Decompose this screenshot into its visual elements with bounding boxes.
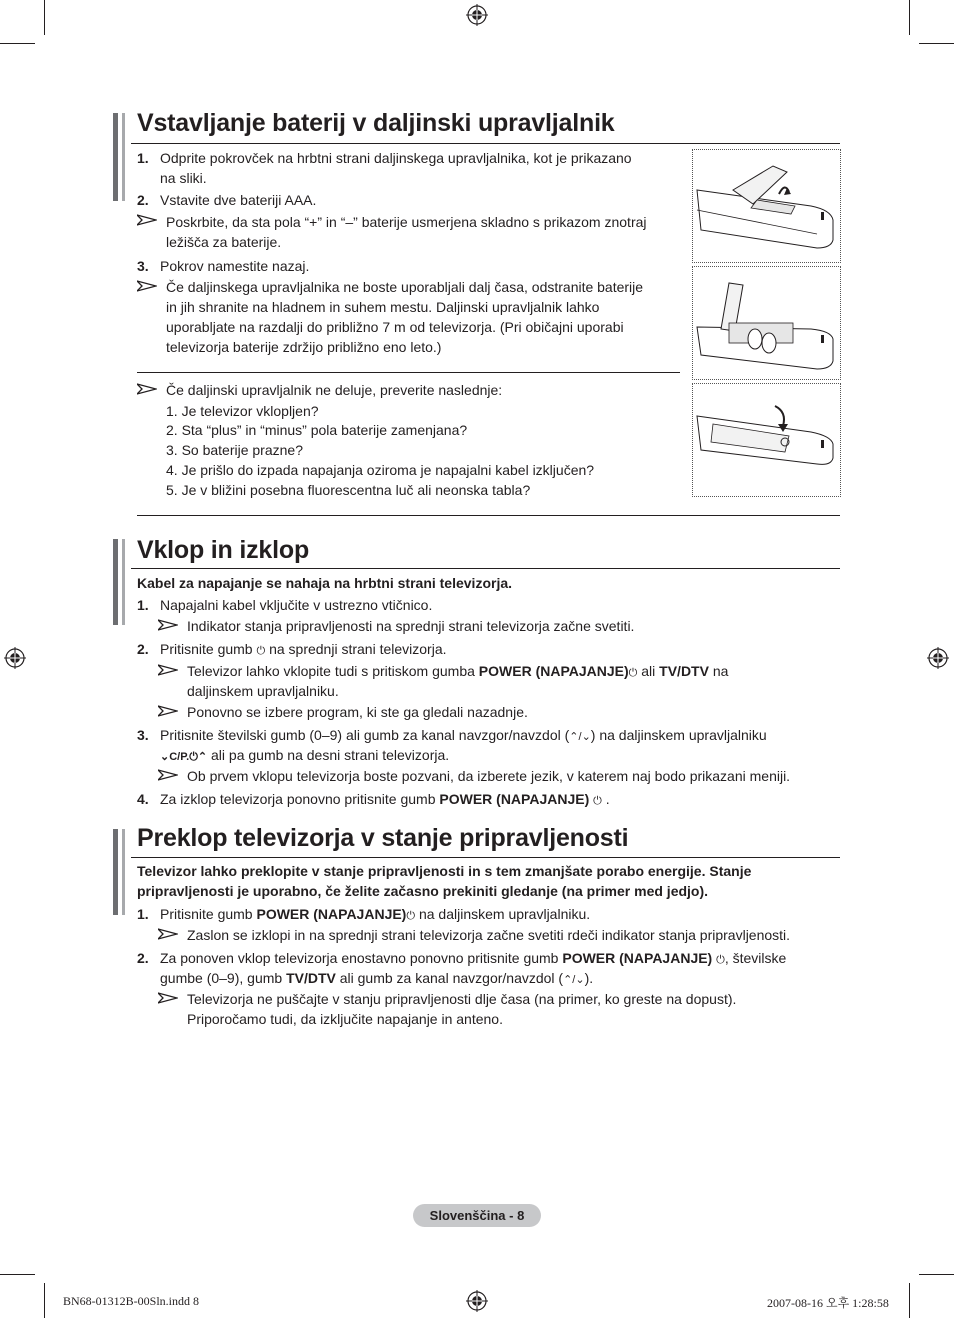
step-text: Za izklop televizorja ponovno pritisnite gumb [160, 791, 436, 807]
note-arrow-icon [158, 664, 178, 676]
step-text [160, 789, 610, 811]
note-text: uporabljate na razdalji do približno 7 m od televizorja. (Pri običajni uporabi [166, 319, 624, 335]
power-icon: ⏻ [406, 910, 416, 922]
note-arrow-icon [158, 769, 178, 781]
section-bar [113, 829, 118, 915]
section-intro: Kabel za napajanje se nahaja na hrbtni strani televizorja. [137, 575, 513, 591]
note-arrow-icon [158, 619, 178, 631]
note-text: Če daljinskega upravljalnika ne boste uporabljali dalj časa, odstranite baterije [166, 279, 644, 295]
note-text: in jih shranite na hladnem in suhem mestu. Daljinski upravljalnik lahko [166, 299, 600, 315]
step-text: , številske [724, 950, 787, 966]
crop-mark [44, 1283, 45, 1318]
step-text: Odprite pokrovček na hrbtni strani daljinskega upravljalnika, kot je prikazano [160, 150, 632, 166]
registration-mark-icon [466, 4, 488, 26]
note-text: Televizor lahko vklopite tudi s pritiskom gumba [187, 663, 475, 679]
step-number: 2. [137, 192, 149, 208]
note-text: Ponovno se izbere program, ki ste ga gledali nazadnje. [187, 704, 528, 720]
step-text: ) na daljinskem upravljalniku [590, 727, 767, 743]
step-number: 4. [137, 791, 149, 807]
step-text: gumbe (0–9), gumb [160, 970, 283, 986]
power-icon: ⏻ [628, 667, 638, 679]
note-text: Indikator stanja pripravljenosti na sprednji strani televizorja začne svetiti. [187, 618, 635, 634]
power-button-label: POWER (NAPAJANJE) [562, 950, 713, 966]
note-text: Televizorja ne puščajte v stanju pripravljenosti dlje časa (na primer, ko greste na dopust). [187, 991, 737, 1007]
note-text: ali [641, 663, 656, 679]
crop-mark [0, 1274, 35, 1275]
power-button-label: POWER (NAPAJANJE) [439, 791, 590, 807]
power-icon: ⏻ [716, 954, 725, 966]
check-item: 3. So baterije prazne? [166, 442, 303, 458]
step-number: 3. [137, 258, 149, 274]
note-text [187, 661, 728, 683]
step-text: Pritisnite številski gumb (0–9) ali gumb za kanal navzgor/navzdol ( [160, 727, 570, 743]
step-text [160, 904, 590, 926]
step-text: Vstavite dve bateriji AAA. [160, 192, 317, 208]
step-number: 3. [137, 727, 149, 743]
step-text [160, 968, 593, 990]
step-text: Za ponoven vklop televizorja enostavno ponovno pritisnite gumb [160, 950, 559, 966]
note-arrow-icon [137, 280, 157, 292]
section-bar [122, 113, 125, 201]
section-intro: pripravljenosti je uporabno, če želite začasno prekiniti gledanje (na primer med jedjo). [137, 883, 709, 899]
step-text: ali pa gumb na desni strani televizorja. [211, 747, 450, 763]
step-number: 2. [137, 641, 149, 657]
crop-mark [0, 43, 35, 44]
remote-close-cover-illustration [692, 383, 841, 497]
check-item: 4. Je prišlo do izpada napajanja oziroma je napajalni kabel izključen? [166, 462, 595, 478]
tvdtv-button-label: TV/DTV [286, 970, 336, 986]
step-text [160, 725, 767, 747]
divider [137, 515, 840, 516]
power-icon: ⏻ [593, 795, 602, 807]
section-bar [122, 539, 125, 625]
footer-filename: BN68-01312B-00Sln.indd 8 [63, 1294, 200, 1308]
check-intro: Če daljinski upravljalnik ne deluje, preverite naslednje: [166, 382, 503, 398]
step-text: na sliki. [160, 170, 207, 186]
step-number: 1. [137, 597, 149, 613]
power-button-label: POWER (NAPAJANJE) [478, 663, 629, 679]
step-text: ). [584, 970, 594, 986]
note-arrow-icon [137, 383, 157, 395]
note-text: ležišča za baterije. [166, 234, 282, 250]
note-arrow-icon [158, 705, 178, 717]
step-number: 2. [137, 950, 149, 966]
remote-open-cover-illustration [692, 149, 841, 263]
channel-updown-icon: ⌃/⌄ [569, 731, 591, 743]
check-item: 1. Je televizor vklopljen? [166, 403, 319, 419]
power-button-label: POWER (NAPAJANJE) [256, 906, 407, 922]
title-underline [131, 143, 840, 144]
crop-mark [919, 1274, 954, 1275]
step-text: na daljinskem upravljalniku. [418, 906, 591, 922]
section-title-power: Vklop in izklop [137, 536, 310, 564]
page-number-badge: Slovenščina - 8 [413, 1204, 541, 1227]
note-arrow-icon [158, 928, 178, 940]
title-underline [131, 568, 840, 569]
registration-mark-icon [466, 1290, 488, 1312]
step-text: na sprednji strani televizorja. [269, 641, 447, 657]
note-text: Priporočamo tudi, da izključite napajanje in anteno. [187, 1011, 503, 1027]
channel-updown-icon: ⌃/⌄ [563, 974, 585, 986]
step-text: . [605, 791, 610, 807]
step-text: Pokrov namestite nazaj. [160, 258, 310, 274]
step-text [160, 948, 786, 970]
step-text: ali gumb za kanal navzgor/navzdol ( [339, 970, 564, 986]
section-bar [113, 539, 118, 625]
note-text: na [712, 663, 729, 679]
divider [137, 372, 680, 373]
title-underline [131, 857, 840, 858]
section-title-standby: Preklop televizorja v stanje pripravljenosti [137, 824, 629, 852]
check-item: 2. Sta “plus” in “minus” pola baterije zamenjana? [166, 422, 468, 438]
note-text: daljinskem upravljalniku. [187, 683, 339, 699]
step-number: 1. [137, 906, 149, 922]
registration-mark-icon [927, 647, 949, 669]
section-intro: Televizor lahko preklopite v stanje pripravljenosti in s tem zmanjšate porabo energije. Stanje [137, 863, 752, 879]
section-title-batteries: Vstavljanje baterij v daljinski upravljalnik [137, 109, 615, 137]
step-text [160, 639, 447, 661]
check-item: 5. Je v bližini posebna fluorescentna luč ali neonska tabla? [166, 482, 531, 498]
section-bar [122, 829, 125, 915]
cp-button-icon: ⌄C/P.⏻⌃ [160, 751, 208, 763]
step-text: Pritisnite gumb [160, 641, 253, 657]
tvdtv-button-label: TV/DTV [659, 663, 709, 679]
remote-batteries-illustration [692, 266, 841, 380]
note-arrow-icon [158, 992, 178, 1004]
note-arrow-icon [137, 214, 157, 226]
section-bar [113, 113, 118, 201]
step-number: 1. [137, 150, 149, 166]
step-text [160, 745, 449, 767]
crop-mark [909, 1283, 910, 1318]
registration-mark-icon [4, 647, 26, 669]
note-text: Ob prvem vklopu televizorja boste pozvani, da izberete jezik, v katerem naj bodo prikazani meniji. [187, 768, 791, 784]
power-icon: ⏻ [256, 645, 266, 657]
step-text: Pritisnite gumb [160, 906, 253, 922]
note-text: Zaslon se izklopi in na sprednji strani televizorja začne svetiti rdeči indikator stanja pripravljenosti. [187, 927, 791, 943]
crop-mark [909, 0, 910, 35]
footer-timestamp: 2007-08-16 오후 1:28:58 [767, 1296, 889, 1310]
note-text: Poskrbite, da sta pola “+” in “–” baterije usmerjena skladno s prikazom znotraj [166, 214, 647, 230]
step-text: Napajalni kabel vključite v ustrezno vtičnico. [160, 597, 433, 613]
note-text: televizorja baterije zdržijo približno eno leto.) [166, 339, 442, 355]
crop-mark [919, 43, 954, 44]
crop-mark [44, 0, 45, 35]
